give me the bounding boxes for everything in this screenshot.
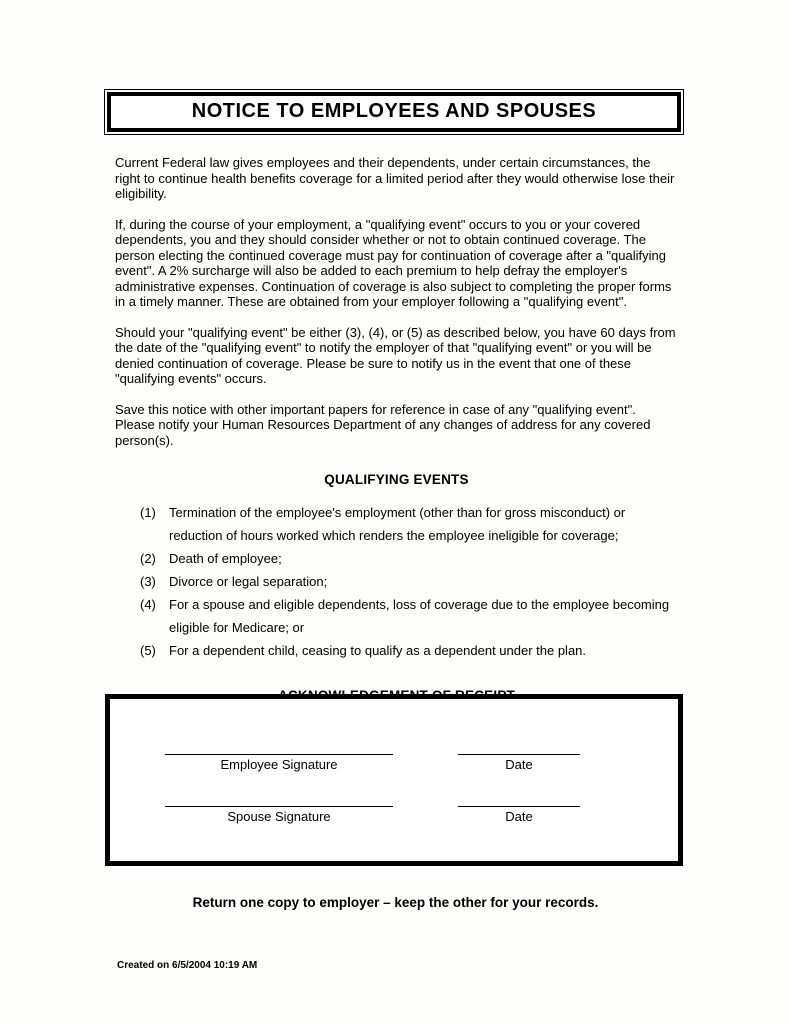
list-item <box>140 501 678 547</box>
title-box <box>104 89 684 135</box>
list-item <box>140 593 678 639</box>
paragraph-notify-60-days: Should your "qualifying event" be either (3), (4), or (5) as described below, you have 60 days from the date of the "qualifying event" to notify the employer of that "qualifying event" or you will be denied continuation of coverage. Please be sure to notify us in the event that one of these "qualifying events" occurs. <box>115 324 676 386</box>
list-item <box>140 570 678 593</box>
employee-signature-line: Employee Signature <box>165 754 393 772</box>
list-item-number: (2) <box>140 551 156 566</box>
return-instruction: Return one copy to employer – keep the other for your records. <box>192 895 599 910</box>
list-item <box>140 547 678 570</box>
list-item-text: Termination of the employee's employment (other than for gross misconduct) or reduction of hours worked which renders the employee ineligible for coverage; <box>169 505 626 543</box>
list-item-number: (1) <box>140 505 156 520</box>
paragraph-save-notice: Save this notice with other important papers for reference in case of any "qualifying event". Please notify your Human Resources Department of any changes of address for any covered person(s). <box>115 401 651 448</box>
qualifying-events-heading: QUALIFYING EVENTS <box>324 472 469 487</box>
acknowledgement-box <box>105 694 683 866</box>
paragraph-qualifying-event: If, during the course of your employment, a "qualifying event" occurs to you or your covered dependents, you and they should consider whether or not to obtain continued coverage. The person electing the continued coverage must pay for continuation of coverage after a "qualifying event". A 2% surcharge will also be added to each premium to help defray the employer's administrative expenses. Continuation of coverage is also subject to completing the proper forms in a timely manner. These are obtained from your employer following a "qualifying event". <box>115 216 672 309</box>
signature-row-spouse <box>110 806 678 824</box>
document-body <box>115 155 678 717</box>
list-item-text: Death of employee; <box>169 551 282 566</box>
qualifying-events-list <box>140 501 678 662</box>
list-item <box>140 639 678 662</box>
spouse-date-line: Date <box>458 806 580 824</box>
page-title: NOTICE TO EMPLOYEES AND SPOUSES <box>191 100 597 122</box>
list-item-text: For a spouse and eligible dependents, loss of coverage due to the employee becoming eligible for Medicare; or <box>169 597 670 635</box>
employee-date-line: Date <box>458 754 580 772</box>
list-item-number: (4) <box>140 597 156 612</box>
list-item-number: (5) <box>140 643 156 658</box>
title-box-inner <box>107 92 681 132</box>
list-item-text: Divorce or legal separation; <box>169 574 328 589</box>
spouse-signature-line: Spouse Signature <box>165 806 393 824</box>
list-item-text: For a dependent child, ceasing to qualify as a dependent under the plan. <box>169 643 587 658</box>
signature-row-employee <box>110 754 678 772</box>
created-timestamp: Created on 6/5/2004 10:19 AM <box>117 960 258 971</box>
list-item-number: (3) <box>140 574 156 589</box>
paragraph-intro: Current Federal law gives employees and their dependents, under certain circumstances, the right to continue health benefits coverage for a limited period after they would otherwise lose their eligibility. <box>115 155 675 201</box>
